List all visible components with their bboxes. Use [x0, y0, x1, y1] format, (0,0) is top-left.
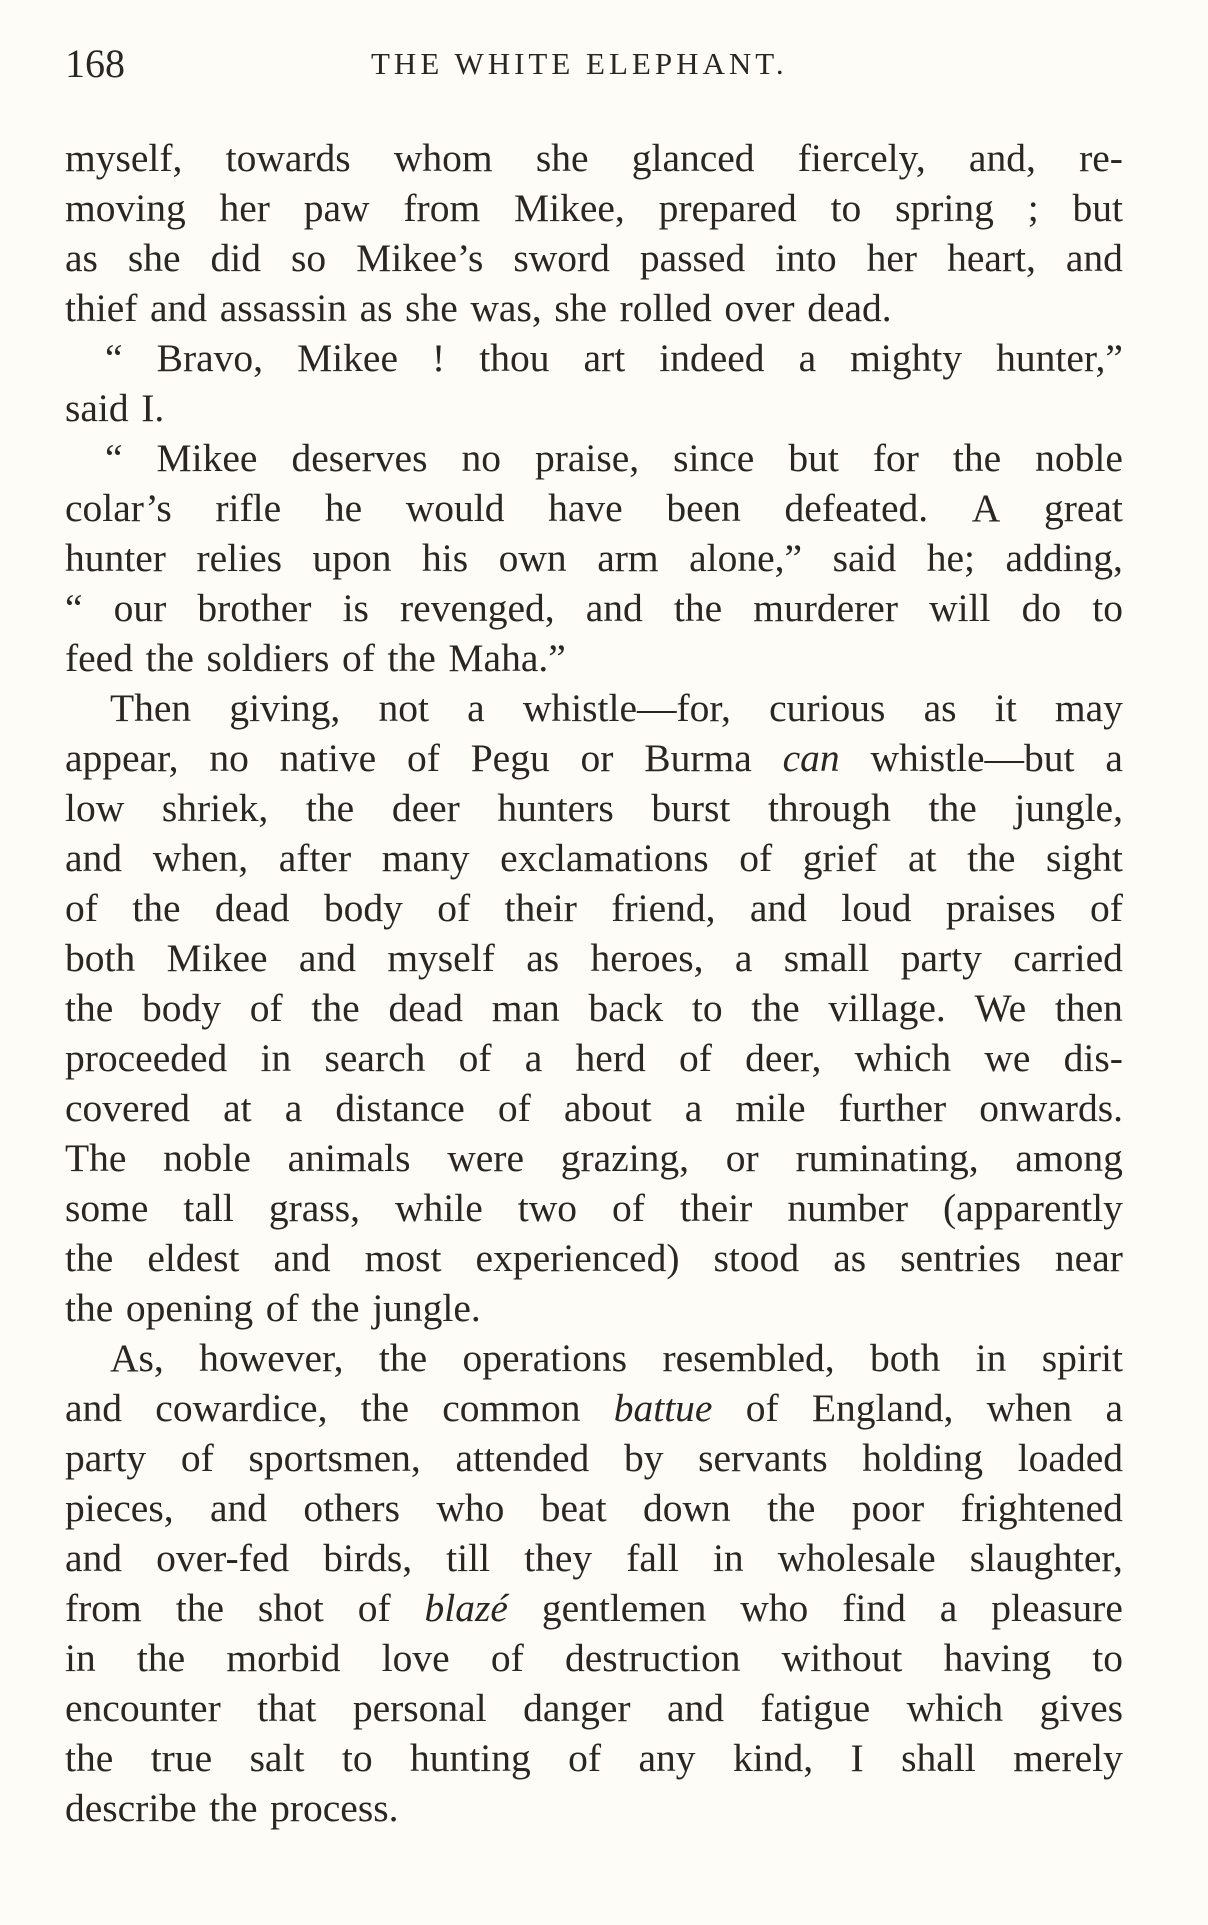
text-line: “ our brother is revenged, and the murderer will do to: [65, 586, 1123, 630]
text-line: As, however, the operations resembled, both in spirit: [110, 1336, 1123, 1380]
text-line: said I.: [65, 386, 165, 430]
text-line: pieces, and others who beat down the poor frightened: [65, 1486, 1123, 1530]
text-line: “ Bravo, Mikee ! thou art indeed a mighty hunter,”: [105, 336, 1123, 380]
text-line: encounter that personal danger and fatigue which gives: [65, 1686, 1123, 1730]
text-line: from the shot of blazé gentlemen who find a pleasure: [65, 1586, 1123, 1630]
text-line: feed the soldiers of the Maha.”: [65, 636, 566, 680]
page-number: 168: [65, 41, 125, 86]
text-line: the true salt to hunting of any kind, I shall merely: [65, 1736, 1123, 1780]
text-line: myself, towards whom she glanced fiercely, and, re-: [65, 136, 1123, 180]
text-line: both Mikee and myself as heroes, a small party carried: [65, 936, 1123, 980]
text-line: as she did so Mikee’s sword passed into her heart, and: [65, 236, 1123, 280]
text-line: colar’s rifle he would have been defeated. A great: [65, 486, 1123, 530]
text-line: The noble animals were grazing, or ruminating, among: [65, 1136, 1123, 1180]
text-line: hunter relies upon his own arm alone,” said he; adding,: [65, 536, 1123, 580]
text-line: thief and assassin as she was, she rolled over dead.: [65, 286, 892, 330]
page-header: [65, 40, 845, 90]
text-line: of the dead body of their friend, and loud praises of: [65, 886, 1123, 930]
text-line: the body of the dead man back to the village. We then: [65, 986, 1123, 1030]
text-line: moving her paw from Mikee, prepared to spring ; but: [65, 186, 1123, 230]
text-line: low shriek, the deer hunters burst through the jungle,: [65, 786, 1123, 830]
text-line: covered at a distance of about a mile further onwards.: [65, 1086, 1123, 1130]
text-line: the eldest and most experienced) stood as sentries near: [65, 1236, 1123, 1280]
running-head: THE WHITE ELEPHANT.: [371, 46, 788, 81]
text-line: appear, no native of Pegu or Burma can whistle—but a: [65, 736, 1123, 780]
text-line: proceeded in search of a herd of deer, which we dis-: [65, 1036, 1123, 1080]
text-line: Then giving, not a whistle—for, curious as it may: [110, 686, 1123, 730]
text-line: the opening of the jungle.: [65, 1286, 481, 1330]
text-line: and cowardice, the common battue of England, when a: [65, 1386, 1123, 1430]
text-line: and when, after many exclamations of grief at the sight: [65, 836, 1123, 880]
text-line: in the morbid love of destruction without having to: [65, 1636, 1123, 1680]
text-line: “ Mikee deserves no praise, since but for the noble: [105, 436, 1123, 480]
text-line: party of sportsmen, attended by servants holding loaded: [65, 1436, 1123, 1480]
body-text: [65, 133, 1123, 1833]
text-line: and over-fed birds, till they fall in wholesale slaughter,: [65, 1536, 1123, 1580]
text-line: describe the process.: [65, 1786, 399, 1830]
text-line: some tall grass, while two of their number (apparently: [65, 1186, 1123, 1230]
